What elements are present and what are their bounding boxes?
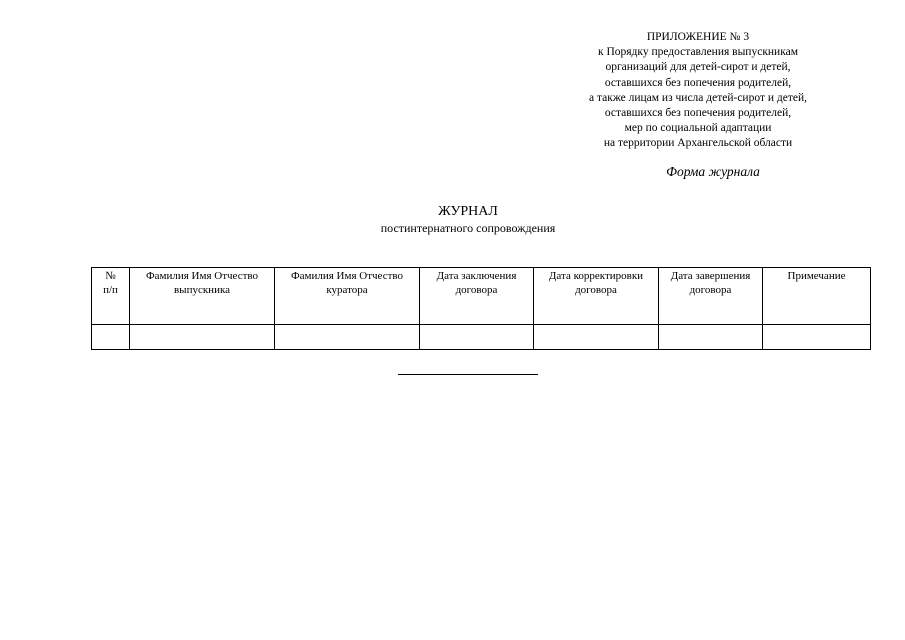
table-row [92,325,871,350]
appendix-line: организаций для детей-сирот и детей, [605,61,791,74]
footer-divider [398,374,538,375]
table-cell [92,325,130,350]
header-text: Фамилия Имя Отчество [145,270,259,282]
header-text: договора [689,284,732,296]
header-cell-note [763,268,871,325]
form-label: Форма журнала [666,164,760,179]
journal-table [91,267,871,350]
header-text: договора [575,284,617,296]
table-cell [420,325,534,350]
appendix-line: оставшихся без попечения родителей, [604,76,792,89]
appendix-line: а также лицам из числа детей-сирот и детей, [589,91,807,104]
appendix-line: на территории Архангельской области [603,137,793,150]
header-cell-curator-name [275,268,420,325]
appendix-line: оставшихся без попечения родителей, [604,107,792,120]
table-cell [275,325,420,350]
appendix-line: мер по социальной адаптации [624,122,772,135]
appendix-line: к Порядку предоставления выпускникам [597,46,799,59]
table-header-row [92,268,871,325]
appendix-heading: ПРИЛОЖЕНИЕ № 3 [646,31,750,43]
table-cell [659,325,763,350]
journal-title: ЖУРНАЛ [438,204,498,219]
journal-subtitle: постинтернатного сопровождения [380,221,556,235]
table-cell [763,325,871,350]
header-cell-number [92,268,130,325]
header-text: Примечание [787,270,846,282]
header-text: Фамилия Имя Отчество [290,270,404,282]
table-cell [534,325,659,350]
header-text: Дата заключения [436,270,517,282]
header-cell-correction-date [534,268,659,325]
header-cell-completion-date [659,268,763,325]
appendix-block [560,30,836,152]
header-text: № [105,270,116,282]
header-cell-graduate-name [130,268,275,325]
header-text: куратора [326,284,368,296]
header-text: п/п [103,284,118,296]
header-cell-contract-date [420,268,534,325]
header-text: договора [455,284,498,296]
header-text: выпускника [173,284,231,296]
header-text: Дата корректировки [548,270,644,282]
table-cell [130,325,275,350]
header-text: Дата завершения [670,270,751,282]
